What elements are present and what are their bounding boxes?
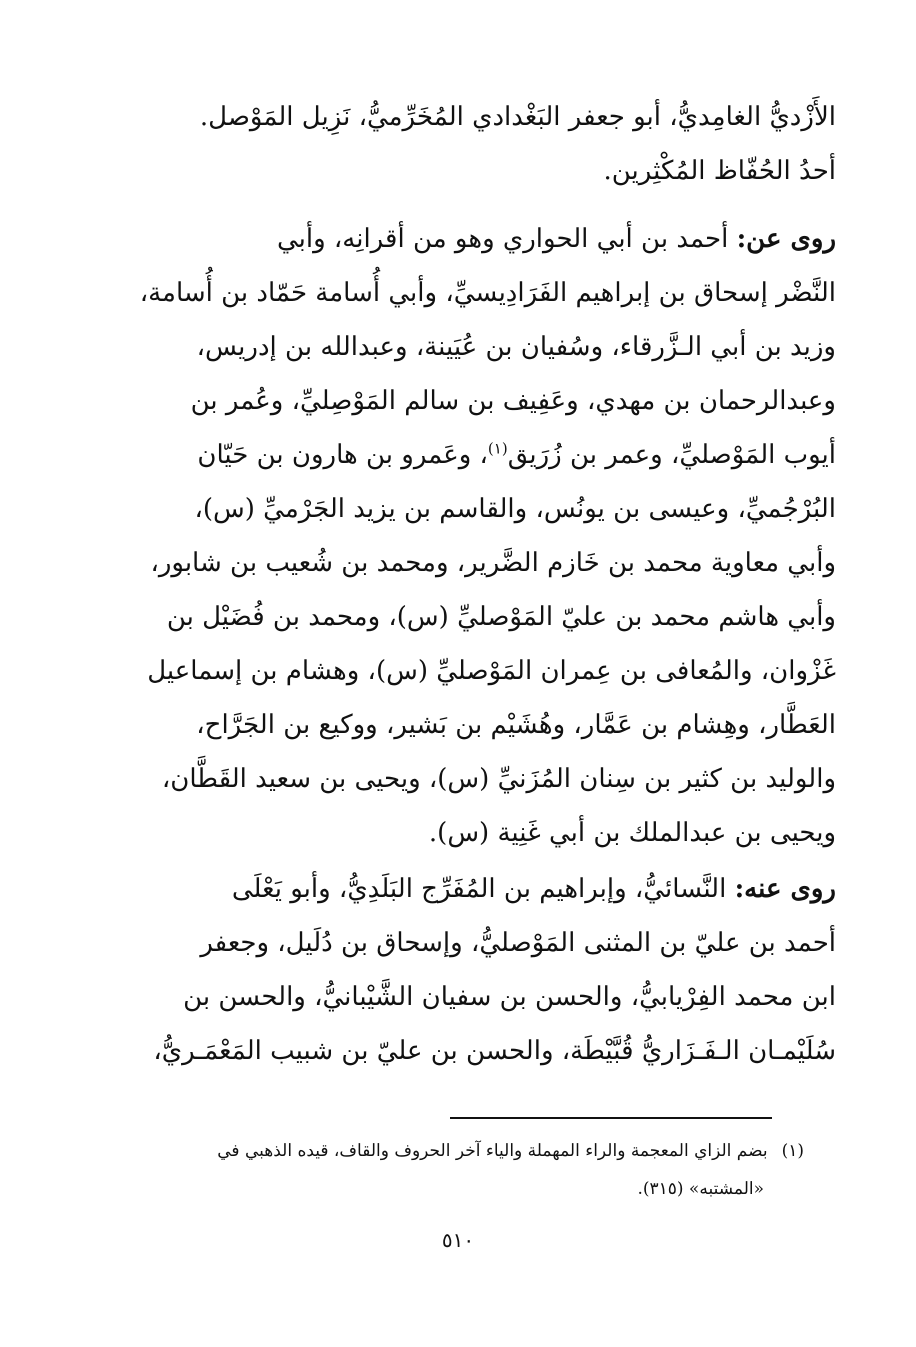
footnote-text: بضم الزاي المعجمة والراء المهملة والياء آخر الحروف والقاف، قيده الذهبي في <box>217 1141 768 1161</box>
text-line: وزيد بن أبي الـزَّرقاء، وسُفيان بن عُيَينة، وعبدالله بن إدريس، <box>196 332 836 362</box>
text-line: وأبي هاشم محمد بن عليّ المَوْصليِّ (س)، ومحمد بن فُضَيْل بن <box>166 602 836 632</box>
text-line: أحمد بن عليّ بن المثنى المَوْصليُّ، وإسحاق بن دُلَيل، وجعفر <box>200 928 836 958</box>
footnote-reference[interactable]: (١) <box>487 439 508 458</box>
footnote-line: «المشتبه» (٣١٥). <box>637 1179 764 1199</box>
text-segment: أحمد بن أبي الحواري وهو من أقرانِه، وأبي <box>276 224 729 254</box>
text-line <box>86 862 836 916</box>
text-line: النَّضْر إسحاق بن إبراهيم الفَرَادِيسيِّ، وأبي أُسامة حَمّاد بن أُسامة، <box>139 278 836 308</box>
footnote-number: (١) <box>781 1141 804 1161</box>
text-segment: النَّسائيُّ، وإبراهيم بن المُفَرِّج البَلَدِيُّ، وأبو يَعْلَى <box>231 874 727 904</box>
text-segment: ، وعَمرو بن هارون بن حَيّان <box>197 440 488 470</box>
text-line: أحدُ الحُفّاظ المُكْثِرين. <box>603 156 836 186</box>
text-line: وأبي معاوية محمد بن خَازم الضَّرير، ومحمد بن شُعيب بن شابور، <box>150 548 836 578</box>
footnote-line <box>84 1132 804 1170</box>
footnote <box>84 1132 804 1208</box>
footnote-separator <box>450 1117 772 1119</box>
text-line <box>86 428 836 482</box>
text-line: العَطَّار، وهِشام بن عَمَّار، وهُشَيْم بن بَشير، ووكيع بن الجَرَّاح، <box>196 710 836 740</box>
paragraph-narrated-from <box>86 212 836 860</box>
page-number: ٥١٠ <box>441 1228 475 1252</box>
text-line: ويحيى بن عبدالملك بن أبي غَنِية (س). <box>428 818 836 848</box>
text-line: غَزْوان، والمُعافى بن عِمران المَوْصليِّ (س)، وهشام بن إسماعيل <box>147 656 836 686</box>
text-line: سُلَيْمـان الـفَـزَاريُّ قُبَّيْطَة، والحسن بن عليّ بن شبيب المَعْمَـريُّ، <box>153 1036 836 1066</box>
text-segment: أيوب المَوْصليِّ، وعمر بن زُرَيق <box>507 440 836 470</box>
section-label-narrated-by: روى عنه: <box>734 874 836 904</box>
text-line: الأَزْديُّ الغامِديُّ، أبو جعفر البَغْدادي المُخَرِّميُّ، نَزِيل المَوْصل. <box>199 102 836 132</box>
paragraph-narrated-by <box>86 862 836 1078</box>
text-line: ابن محمد الفِرْيابيُّ، والحسن بن سفيان الشَّيْبانيُّ، والحسن بن <box>183 982 836 1012</box>
text-line <box>86 212 836 266</box>
text-line: وعبدالرحمان بن مهدي، وعَفِيف بن سالم المَوْصِليِّ، وعُمر بن <box>190 386 836 416</box>
text-line: البُرْجُميِّ، وعيسى بن يونُس، والقاسم بن يزيد الجَرْميِّ (س)، <box>194 494 836 524</box>
section-label-narrated-from: روى عن: <box>736 224 836 254</box>
paragraph-biography <box>86 90 836 198</box>
text-line: والوليد بن كثير بن سِنان المُزَنيِّ (س)، ويحيى بن سعيد القَطَّان، <box>161 764 836 794</box>
